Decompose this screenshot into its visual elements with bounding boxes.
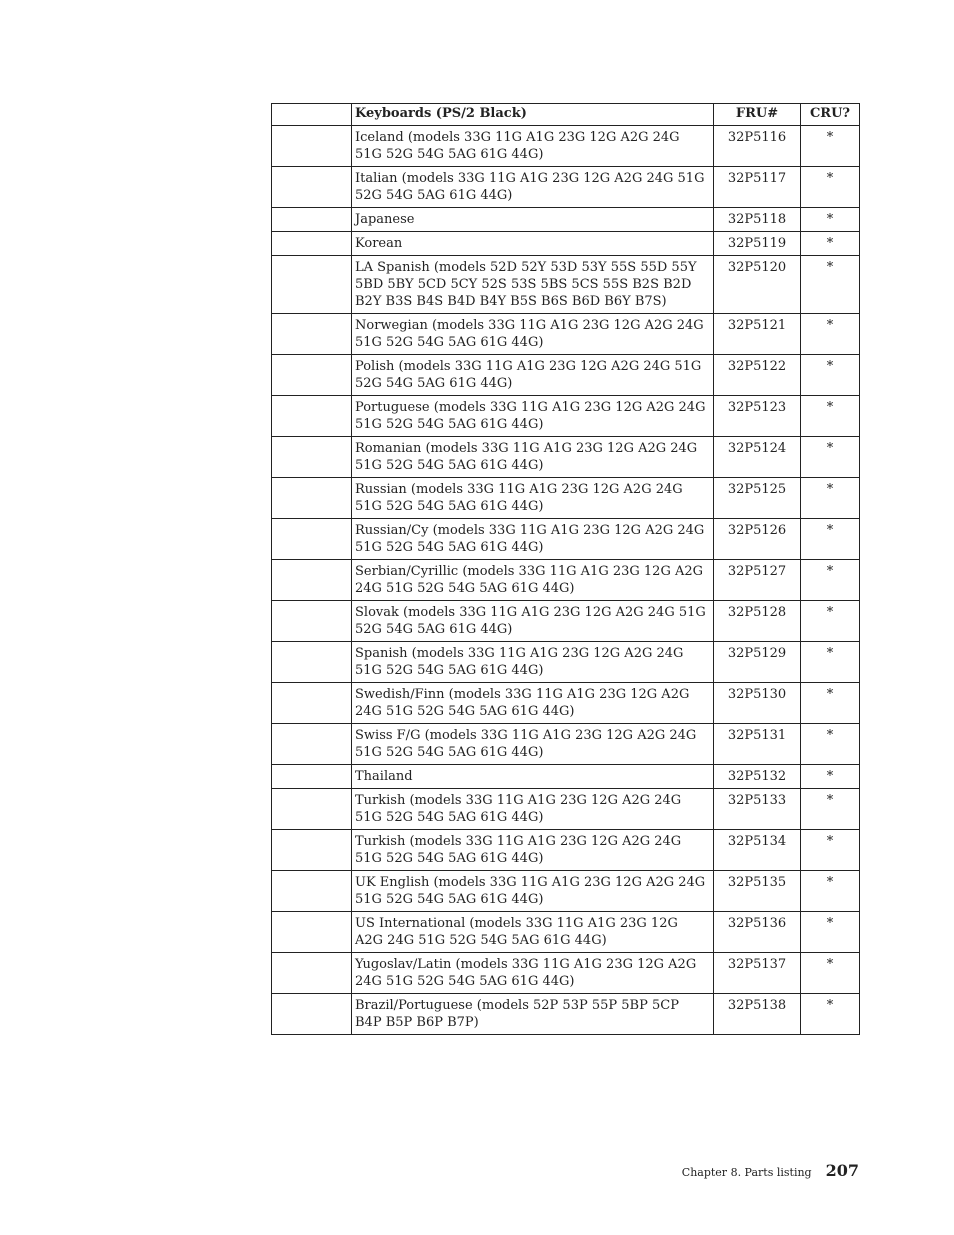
table-row bbox=[272, 232, 860, 256]
row-description: Spanish (models 33G 11G A1G 23G 12G A2G 24G 51G 52G 54G 5AG 61G 44G) bbox=[352, 642, 714, 683]
row-blank-cell bbox=[272, 830, 352, 871]
row-description: Thailand bbox=[352, 765, 714, 789]
row-cru: * bbox=[801, 724, 860, 765]
header-blank-cell bbox=[272, 104, 352, 126]
row-cru: * bbox=[801, 994, 860, 1035]
row-fru: 32P5130 bbox=[714, 683, 801, 724]
table-row bbox=[272, 396, 860, 437]
row-cru: * bbox=[801, 683, 860, 724]
row-blank-cell bbox=[272, 601, 352, 642]
row-cru: * bbox=[801, 396, 860, 437]
header-description: Keyboards (PS/2 Black) bbox=[352, 104, 714, 126]
table-row bbox=[272, 765, 860, 789]
row-cru: * bbox=[801, 314, 860, 355]
table-row bbox=[272, 519, 860, 560]
row-description: Russian/Cy (models 33G 11G A1G 23G 12G A2G 24G 51G 52G 54G 5AG 61G 44G) bbox=[352, 519, 714, 560]
table-row bbox=[272, 683, 860, 724]
row-cru: * bbox=[801, 789, 860, 830]
row-fru: 32P5134 bbox=[714, 830, 801, 871]
row-cru: * bbox=[801, 560, 860, 601]
row-description: Japanese bbox=[352, 208, 714, 232]
table-row bbox=[272, 437, 860, 478]
row-blank-cell bbox=[272, 683, 352, 724]
row-blank-cell bbox=[272, 560, 352, 601]
row-fru: 32P5125 bbox=[714, 478, 801, 519]
row-fru: 32P5135 bbox=[714, 871, 801, 912]
row-blank-cell bbox=[272, 912, 352, 953]
header-fru: FRU# bbox=[714, 104, 801, 126]
row-fru: 32P5116 bbox=[714, 126, 801, 167]
row-fru: 32P5127 bbox=[714, 560, 801, 601]
row-description: Portuguese (models 33G 11G A1G 23G 12G A2G 24G 51G 52G 54G 5AG 61G 44G) bbox=[352, 396, 714, 437]
row-blank-cell bbox=[272, 478, 352, 519]
row-cru: * bbox=[801, 953, 860, 994]
table-row bbox=[272, 789, 860, 830]
row-description: UK English (models 33G 11G A1G 23G 12G A2G 24G 51G 52G 54G 5AG 61G 44G) bbox=[352, 871, 714, 912]
page-footer bbox=[682, 1161, 859, 1180]
row-fru: 32P5128 bbox=[714, 601, 801, 642]
row-blank-cell bbox=[272, 871, 352, 912]
table-row bbox=[272, 871, 860, 912]
row-blank-cell bbox=[272, 519, 352, 560]
row-blank-cell bbox=[272, 396, 352, 437]
row-cru: * bbox=[801, 765, 860, 789]
row-fru: 32P5118 bbox=[714, 208, 801, 232]
row-cru: * bbox=[801, 256, 860, 314]
row-fru: 32P5138 bbox=[714, 994, 801, 1035]
row-blank-cell bbox=[272, 232, 352, 256]
table-row bbox=[272, 953, 860, 994]
row-blank-cell bbox=[272, 765, 352, 789]
row-description: Slovak (models 33G 11G A1G 23G 12G A2G 24G 51G 52G 54G 5AG 61G 44G) bbox=[352, 601, 714, 642]
row-blank-cell bbox=[272, 437, 352, 478]
row-blank-cell bbox=[272, 789, 352, 830]
row-description: Korean bbox=[352, 232, 714, 256]
row-cru: * bbox=[801, 519, 860, 560]
page-number: 207 bbox=[825, 1161, 859, 1180]
row-cru: * bbox=[801, 830, 860, 871]
row-fru: 32P5122 bbox=[714, 355, 801, 396]
row-cru: * bbox=[801, 208, 860, 232]
row-cru: * bbox=[801, 437, 860, 478]
row-fru: 32P5137 bbox=[714, 953, 801, 994]
chapter-title: Chapter 8. Parts listing bbox=[681, 1166, 812, 1179]
table-header-row bbox=[272, 104, 860, 126]
row-fru: 32P5132 bbox=[714, 765, 801, 789]
row-fru: 32P5123 bbox=[714, 396, 801, 437]
table-row bbox=[272, 994, 860, 1035]
row-description: Russian (models 33G 11G A1G 23G 12G A2G 24G 51G 52G 54G 5AG 61G 44G) bbox=[352, 478, 714, 519]
row-fru: 32P5133 bbox=[714, 789, 801, 830]
row-fru: 32P5119 bbox=[714, 232, 801, 256]
row-description: Turkish (models 33G 11G A1G 23G 12G A2G 24G 51G 52G 54G 5AG 61G 44G) bbox=[352, 830, 714, 871]
table-row bbox=[272, 126, 860, 167]
row-cru: * bbox=[801, 167, 860, 208]
row-cru: * bbox=[801, 355, 860, 396]
row-cru: * bbox=[801, 871, 860, 912]
row-cru: * bbox=[801, 126, 860, 167]
table-row bbox=[272, 478, 860, 519]
row-blank-cell bbox=[272, 724, 352, 765]
row-description: Italian (models 33G 11G A1G 23G 12G A2G 24G 51G 52G 54G 5AG 61G 44G) bbox=[352, 167, 714, 208]
row-fru: 32P5117 bbox=[714, 167, 801, 208]
table-row bbox=[272, 601, 860, 642]
row-blank-cell bbox=[272, 953, 352, 994]
row-description: Romanian (models 33G 11G A1G 23G 12G A2G 24G 51G 52G 54G 5AG 61G 44G) bbox=[352, 437, 714, 478]
row-description: Norwegian (models 33G 11G A1G 23G 12G A2G 24G 51G 52G 54G 5AG 61G 44G) bbox=[352, 314, 714, 355]
row-blank-cell bbox=[272, 208, 352, 232]
row-blank-cell bbox=[272, 256, 352, 314]
table-row bbox=[272, 208, 860, 232]
row-cru: * bbox=[801, 642, 860, 683]
row-description: Swedish/Finn (models 33G 11G A1G 23G 12G A2G 24G 51G 52G 54G 5AG 61G 44G) bbox=[352, 683, 714, 724]
row-fru: 32P5124 bbox=[714, 437, 801, 478]
row-fru: 32P5120 bbox=[714, 256, 801, 314]
table-row bbox=[272, 355, 860, 396]
row-fru: 32P5129 bbox=[714, 642, 801, 683]
row-description: Polish (models 33G 11G A1G 23G 12G A2G 24G 51G 52G 54G 5AG 61G 44G) bbox=[352, 355, 714, 396]
row-blank-cell bbox=[272, 126, 352, 167]
row-fru: 32P5131 bbox=[714, 724, 801, 765]
row-description: Brazil/Portuguese (models 52P 53P 55P 5BP 5CP B4P B5P B6P B7P) bbox=[352, 994, 714, 1035]
row-description: LA Spanish (models 52D 52Y 53D 53Y 55S 55D 55Y 5BD 5BY 5CD 5CY 52S 53S 5BS 5CS 55S B2S B2D B2Y B3S B4S B4D B4Y B5S B6S B6D B6Y B7S) bbox=[352, 256, 714, 314]
row-cru: * bbox=[801, 912, 860, 953]
row-description: Iceland (models 33G 11G A1G 23G 12G A2G 24G 51G 52G 54G 5AG 61G 44G) bbox=[352, 126, 714, 167]
table-row bbox=[272, 724, 860, 765]
row-description: Serbian/Cyrillic (models 33G 11G A1G 23G 12G A2G 24G 51G 52G 54G 5AG 61G 44G) bbox=[352, 560, 714, 601]
table-row bbox=[272, 314, 860, 355]
row-fru: 32P5121 bbox=[714, 314, 801, 355]
table-row bbox=[272, 560, 860, 601]
row-description: Swiss F/G (models 33G 11G A1G 23G 12G A2G 24G 51G 52G 54G 5AG 61G 44G) bbox=[352, 724, 714, 765]
parts-table-body bbox=[272, 126, 860, 1035]
table-row bbox=[272, 256, 860, 314]
row-description: US International (models 33G 11G A1G 23G 12G A2G 24G 51G 52G 54G 5AG 61G 44G) bbox=[352, 912, 714, 953]
row-blank-cell bbox=[272, 314, 352, 355]
row-blank-cell bbox=[272, 355, 352, 396]
table-row bbox=[272, 830, 860, 871]
table-row bbox=[272, 912, 860, 953]
row-description: Turkish (models 33G 11G A1G 23G 12G A2G 24G 51G 52G 54G 5AG 61G 44G) bbox=[352, 789, 714, 830]
table-row bbox=[272, 642, 860, 683]
row-description: Yugoslav/Latin (models 33G 11G A1G 23G 12G A2G 24G 51G 52G 54G 5AG 61G 44G) bbox=[352, 953, 714, 994]
header-cru: CRU? bbox=[801, 104, 860, 126]
row-fru: 32P5136 bbox=[714, 912, 801, 953]
row-fru: 32P5126 bbox=[714, 519, 801, 560]
parts-table bbox=[271, 103, 860, 1035]
row-blank-cell bbox=[272, 167, 352, 208]
row-cru: * bbox=[801, 478, 860, 519]
table-row bbox=[272, 167, 860, 208]
row-blank-cell bbox=[272, 994, 352, 1035]
row-blank-cell bbox=[272, 642, 352, 683]
row-cru: * bbox=[801, 601, 860, 642]
row-cru: * bbox=[801, 232, 860, 256]
